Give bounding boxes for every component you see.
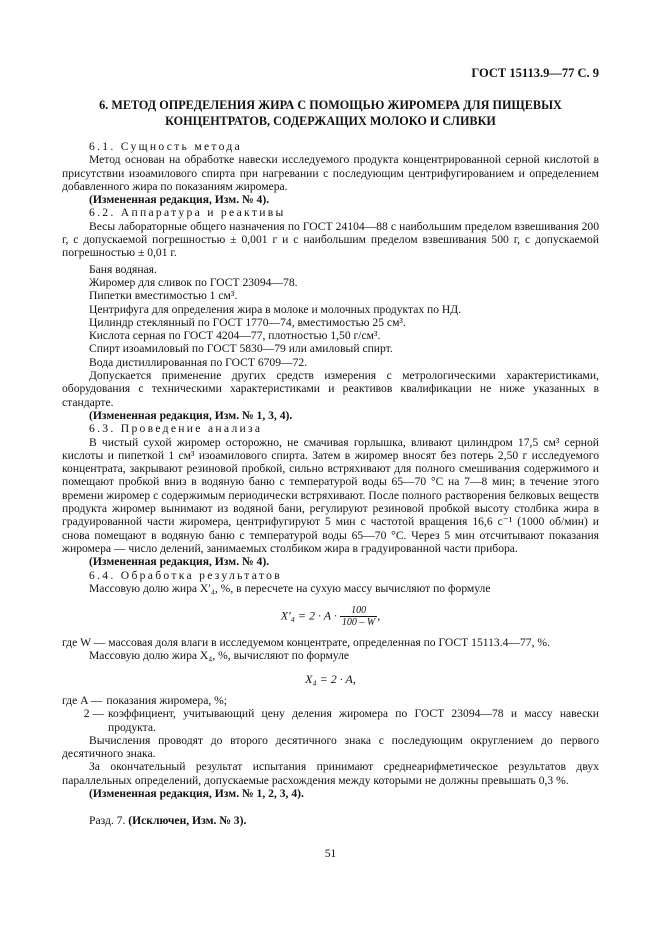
allowance-paragraph: Допускается применение других средств измерения с метрологическими характеристиками, оборудования с техническими характеристиками и реактивов квалификации не ниже указанных в стандарте.: [62, 369, 599, 409]
section-title: [60, 98, 601, 129]
amendment-note: (Измененная редакция, Изм. № 4).: [89, 193, 270, 207]
fraction-denominator: 100 – W: [341, 617, 376, 629]
where-w-paragraph: где W — массовая доля влаги в исследуемом концентрате, определенная по ГОСТ 15113.4—77, %.: [62, 636, 550, 650]
equipment-item: Вода дистиллированная по ГОСТ 6709—72.: [89, 355, 308, 369]
formula-dry-mass: [62, 605, 599, 628]
formula-intro-2: Массовую долю жира X₄, %, вычисляют по формуле: [89, 649, 350, 663]
amendment-note: (Измененная редакция, Изм. № 4).: [89, 555, 270, 569]
equipment-item: Кислота серная по ГОСТ 4204—77, плотностью 1,50 г/см³.: [89, 329, 381, 343]
standard-header: ГОСТ 15113.9—77 С. 9: [471, 66, 599, 80]
subsection-6-1-text: Метод основан на обработке навески исследуемого продукта концентрированной серной кислотой в присутствии изоамилового спирта при нагревании с последующим центрифугированием и определением добавленного жира по показаниям жиромера.: [62, 153, 599, 193]
definition-key: 2 —: [83, 707, 104, 721]
procedure-paragraph: В чистый сухой жиромер осторожно, не смачивая горлышка, вливают цилиндром 17,5 см³ серной кислоты и пипеткой 1 см³ изоамилового спирта. Затем в жиромер вносят без потерь 2,50 г исследуемого концентрата, закрывают резиновой пробкой, сильно встряхивают для полного смешивания содержимого и помещают пробкой вниз в водяную баню с температурой воды 65—70 °С на 7—8 мин; в течение этого времени жиромер с содержимым периодически встряхивают. После полного растворения белковых веществ продукта жиромер вынимают из водяной бани, регулируют резиновой пробкой высоту столбика жира в градуированной части жиромера, центрифугируют 5 мин с частотой вращения 16,6 с⁻¹ (1000 об/мин) и снова помещают в водяную баню с температурой воды 65—70 °С. Через 5 мин отсчитывают показания жиромера — число делений, занимаемых столбиком жира в градуированной части прибора.: [62, 435, 599, 555]
section-title-line-2: КОНЦЕНТРАТОВ, СОДЕРЖАЩИХ МОЛОКО И СЛИВКИ: [165, 113, 496, 128]
equipment-item: Пипетки вместимостью 1 см³.: [89, 289, 238, 303]
equipment-item: Жиромер для сливок по ГОСТ 23094—78.: [89, 275, 298, 289]
calculation-paragraph: Вычисления проводят до второго десятичного знака с последующим округлением до первого десятичного знака.: [62, 733, 599, 761]
formula-fat: X₄ = 2 · A,: [305, 671, 356, 686]
final-result-paragraph: За окончательный результат испытания принимают среднеарифметическое результатов двух параллельных определений, допускаемые расхождения между которыми не должны превышать 0,3 %.: [62, 760, 599, 787]
definition-list: [62, 694, 599, 734]
definition-value: показания жиромера, %;: [106, 693, 228, 707]
page-number: 51: [324, 848, 337, 860]
formula-fraction: [340, 605, 377, 628]
formula-lhs: X′₄ = 2 · A ·: [280, 608, 337, 623]
equipment-item: Цилиндр стеклянный по ГОСТ 1770—74, вместимостью 25 см³.: [89, 315, 406, 329]
formula-intro-1: Массовую долю жира X′₄, %, в пересчете на сухую массу вычисляют по формуле: [89, 581, 491, 595]
definition-value: коэффициент, учитывающий цену деления жиромера по ГОСТ 23094—78 и массу навески продукта.: [108, 707, 599, 734]
section-7-label: Разд. 7.: [89, 814, 126, 828]
scales-paragraph: Весы лабораторные общего назначения по ГОСТ 24104—88 с наибольшим пределом взвешивания 200 г, с допускаемой погрешностью ± 0,001 г и с наибольшим пределом взвешивания 500 г, с допускаемой погрешностью ± 0,01 г.: [62, 219, 599, 260]
document-body: [62, 140, 599, 828]
amendment-note: (Измененная редакция, Изм. № 1, 2, 3, 4).: [89, 787, 304, 801]
subsection-6-4-heading: 6.4. Обработка результатов: [89, 568, 282, 582]
subsection-6-3-heading: 6.3. Проведение анализа: [89, 422, 263, 436]
section-7-line: [62, 814, 599, 827]
equipment-item: Баня водяная.: [89, 262, 157, 276]
subsection-6-1-heading: 6.1. Сущность метода: [89, 140, 243, 153]
section-7-note: (Исключен, Изм. № 3).: [128, 814, 247, 828]
definition-row: [62, 707, 599, 734]
equipment-item: Центрифуга для определения жира в молоке и молочных продуктах по НД.: [89, 302, 462, 316]
formula-tail: ,: [377, 608, 381, 623]
amendment-note: (Измененная редакция, Изм. № 1, 3, 4).: [89, 408, 293, 422]
definition-row: [62, 694, 599, 707]
equipment-item: Спирт изоамиловый по ГОСТ 5830—79 или амиловый спирт.: [89, 342, 393, 356]
subsection-6-2-heading: 6.2. Аппаратура и реактивы: [89, 206, 286, 220]
definition-key: где A —: [62, 693, 103, 707]
fraction-numerator: 100: [351, 605, 367, 617]
section-title-line-1: 6. МЕТОД ОПРЕДЕЛЕНИЯ ЖИРА С ПОМОЩЬЮ ЖИРОМЕРА ДЛЯ ПИЩЕВЫХ: [99, 98, 562, 112]
